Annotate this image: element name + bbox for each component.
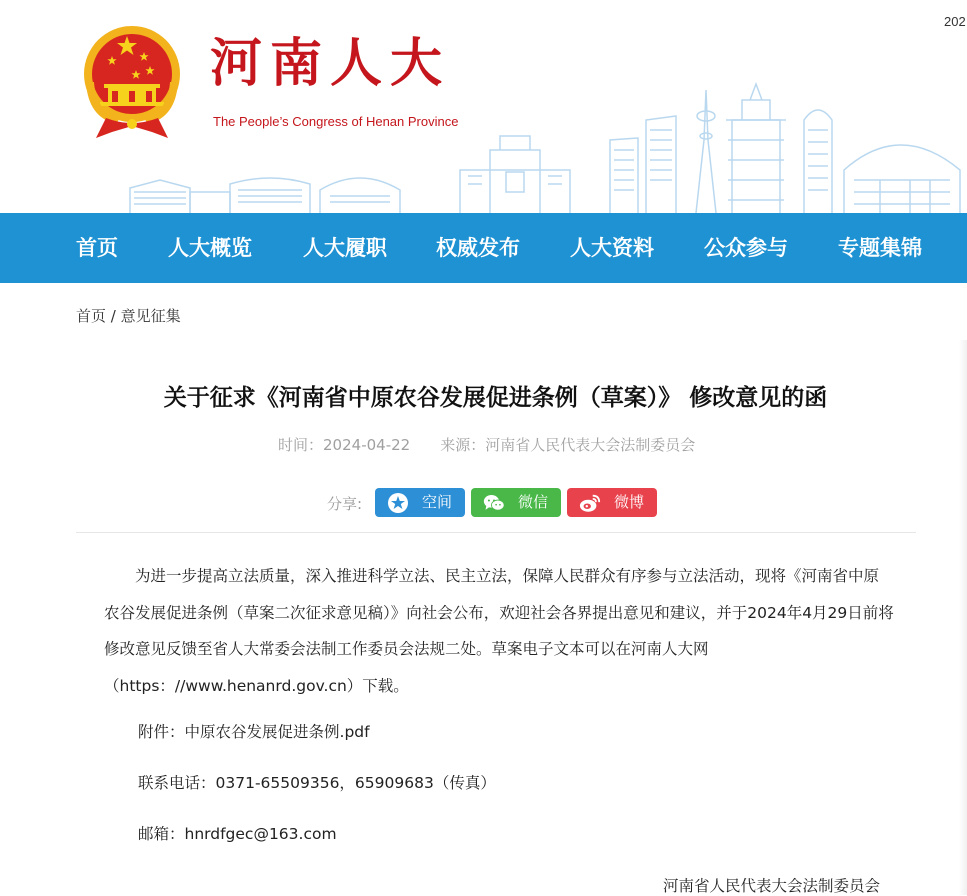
weibo-icon	[579, 492, 601, 514]
attachment-label: 附件：	[138, 723, 185, 741]
contact-email: 邮箱：hnrdfgec@163.com	[138, 825, 337, 843]
nav-item-overview[interactable]: 人大概览	[168, 236, 252, 260]
share-wechat-label: 微信	[518, 493, 549, 511]
source-label: 来源：	[440, 436, 486, 454]
article-title: 关于征求《河南省中原农谷发展促进条例（草案）》 修改意见的函	[163, 385, 828, 411]
body-paragraph: 为进一步提高立法质量，深入推进科学立法、民主立法，保障人民群众有序参与立法活动，现将《河南省中原农谷发展促进条例（草案二次征求意见稿）》向社会公布，欢迎社会各界提出意见和建议，并于2024年4月29日前将修改意见反馈至省人大常委会法制工作委员会法规二处。草案电子文本可以在河南人大网（https：//www.henanrd.gov.cn）下载。	[104, 567, 894, 695]
nav-item-releases[interactable]: 权威发布	[436, 236, 520, 260]
share-qzone-label: 空间	[422, 493, 453, 511]
breadcrumb-current[interactable]: 意见征集	[120, 307, 181, 325]
wechat-icon	[483, 492, 505, 514]
nav-item-public-participation[interactable]: 公众参与	[704, 236, 788, 260]
article-signature: 河南省人民代表大会法制委员会	[663, 877, 881, 895]
share-qzone-button[interactable]	[375, 488, 465, 517]
time-value: 2024-04-22	[323, 436, 411, 454]
share-label: 分享:	[327, 495, 363, 513]
breadcrumb-separator: /	[106, 307, 121, 325]
share-weibo-button[interactable]	[567, 488, 657, 517]
site-header	[0, 0, 967, 213]
time-label: 时间：	[278, 436, 324, 454]
main-nav	[0, 213, 967, 283]
header-date: 202	[944, 14, 966, 29]
article-meta	[278, 434, 695, 455]
source-value: 河南省人民代表大会法制委员会	[485, 436, 696, 454]
contact-phone: 联系电话：0371-65509356，65909683（传真）	[138, 774, 496, 792]
content-divider	[76, 532, 916, 533]
nav-item-materials[interactable]: 人大资料	[570, 236, 654, 260]
breadcrumb-home[interactable]: 首页	[76, 307, 107, 325]
share-wechat-button[interactable]	[471, 488, 561, 517]
share-weibo-label: 微博	[614, 493, 645, 511]
nav-item-home[interactable]: 首页	[76, 236, 118, 260]
site-subtitle: The People’s Congress of Henan Province	[213, 114, 459, 129]
attachment-line	[138, 720, 370, 742]
nav-item-duties[interactable]: 人大履职	[303, 236, 387, 260]
qzone-star-icon	[387, 492, 409, 514]
city-skyline-illustration	[120, 80, 967, 213]
site-title[interactable]: 河南人大	[210, 33, 451, 94]
nav-item-special-topics[interactable]: 专题集锦	[838, 236, 922, 260]
breadcrumb	[76, 305, 181, 326]
attachment-file-link[interactable]: 中原农谷发展促进条例.pdf	[184, 723, 370, 741]
article-body	[104, 558, 894, 704]
page-edge-shadow	[959, 340, 967, 895]
